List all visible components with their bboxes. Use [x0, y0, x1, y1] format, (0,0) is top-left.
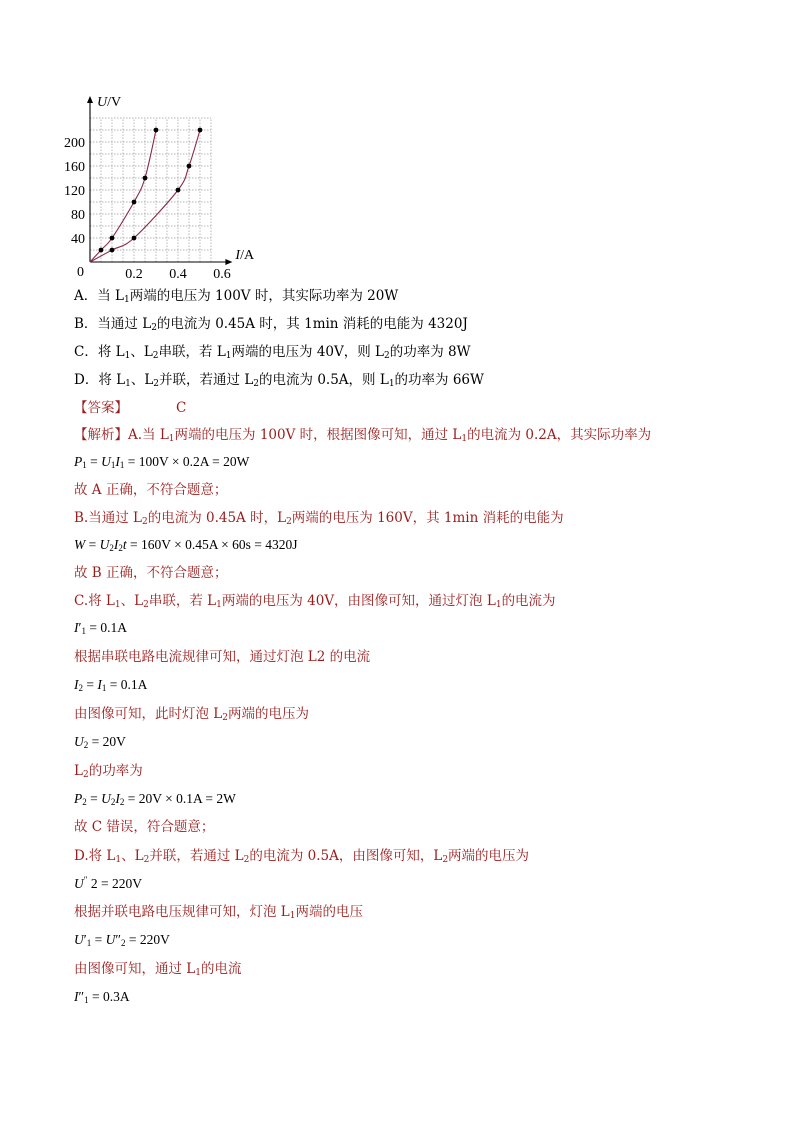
- y-axis-label: U/V: [97, 95, 122, 110]
- data-point: [143, 176, 148, 181]
- x-tick-label: 0.2: [125, 267, 143, 280]
- axes: [87, 96, 232, 265]
- analysis-line-b-conclusion: 故 B 正确，不符合题意；: [74, 565, 228, 581]
- y-tick-label: 200: [64, 136, 85, 151]
- x-tick-label: 0.4: [169, 267, 187, 280]
- data-point: [132, 236, 137, 241]
- analysis-eq-i2: $I_2 = I_1 = 0.1A$: [74, 677, 148, 693]
- option-a: A．当 $L_1$两端的电压为 100V 时，其实际功率为 20W: [74, 288, 399, 305]
- data-point: [99, 248, 104, 253]
- analysis-line-d: D.将 $L_1$、$L_2$并联，若通过 $L_2$的电流为 0.5A，由图像可知，$L_2$两端的电压为: [74, 848, 530, 865]
- grid: [90, 118, 211, 262]
- analysis-line-d-parallel: 根据并联电路电压规律可知，灯泡 $L_1$两端的电压: [74, 904, 363, 921]
- data-point: [187, 164, 192, 169]
- data-point: [110, 236, 115, 241]
- analysis-eq-p2: $P_2 = U_2I_2 = 20V \times 0.1A = 2W$: [74, 791, 236, 807]
- analysis-eq-p1: $P_1 = U_1I_1 = 100V \times 0.2A = 20W$: [74, 454, 250, 470]
- analysis-label: 【解析】: [74, 427, 128, 443]
- answer-line: [74, 399, 186, 417]
- analysis-line-b: B.当通过 $L_2$的电流为 0.45A 时，$L_2$两端的电压为 160V，其 1min 消耗的电能为: [74, 510, 564, 527]
- x-axis-arrow: [225, 259, 232, 265]
- analysis-line-c-power: $L_2$的功率为: [74, 763, 143, 780]
- data-point: [154, 128, 159, 133]
- y-tick-label: 160: [64, 160, 85, 175]
- u-i-graph: [60, 90, 300, 280]
- analysis-line-c: C.将 $L_1$、$L_2$串联，若 $L_1$两端的电压为 40V，由图像可知，通过灯泡 $L_1$的电流为: [74, 593, 556, 610]
- data-point: [110, 248, 115, 253]
- y-axis-arrow: [87, 96, 93, 103]
- data-point: [198, 128, 203, 133]
- y-tick-label: 120: [64, 184, 85, 199]
- tick-labels: [64, 95, 255, 280]
- analysis-line-a-conclusion: 故 A 正确，不符合题意；: [74, 482, 228, 498]
- y-tick-label: 80: [71, 208, 85, 223]
- origin-label: 0: [77, 265, 84, 280]
- analysis-eq-i1-dd: $I''_1 = 0.3A$: [74, 989, 130, 1005]
- analysis-eq-i1: $I'_1 = 0.1A$: [74, 620, 127, 636]
- option-c: C．将 $L_1$、$L_2$串联，若 $L_1$两端的电压为 40V，则 $L_2$的功率为 8W: [74, 344, 471, 361]
- analysis-eq-u2-dd: U″ 2 = 220V: [74, 875, 142, 891]
- analysis-eq-u1-d: $U'_1 = U''_2 = 220V$: [74, 932, 170, 948]
- y-tick-label: 40: [71, 232, 85, 247]
- analysis-eq-w: $W = U_2I_2t = 160V \times 0.45A \times 60s = 4320J$: [74, 537, 298, 553]
- answer-value: C: [176, 400, 187, 416]
- analysis-eq-u2: $U_2 = 20V$: [74, 734, 126, 750]
- x-tick-label: 0.6: [213, 267, 231, 280]
- analysis-line-1: 【解析】A.当 $L_1$两端的电压为 100V 时，根据图像可知，通过 $L_1$的电流为 0.2A，其实际功率为: [74, 427, 652, 444]
- option-b: B．当通过 $L_2$的电流为 0.45A 时，其 1min 消耗的电能为 4320J: [74, 316, 468, 333]
- data-point: [176, 188, 181, 193]
- data-point: [132, 200, 137, 205]
- x-axis-label: I/A: [235, 248, 255, 263]
- analysis-line-c-conclusion: 故 C 错误，符合题意；: [74, 819, 215, 835]
- analysis-line-c-voltage: 由图像可知，此时灯泡 $L_2$两端的电压为: [74, 706, 309, 723]
- analysis-line-c-series: 根据串联电路电流规律可知，通过灯泡 L2 的电流: [74, 649, 371, 665]
- answer-label: 【答案】: [74, 400, 128, 416]
- analysis-line-d-current: 由图像可知，通过 $L_1$的电流: [74, 961, 242, 978]
- option-d: D．将 $L_1$、$L_2$并联，若通过 $L_2$的电流为 0.5A，则 $L_1$的功率为 66W: [74, 372, 484, 389]
